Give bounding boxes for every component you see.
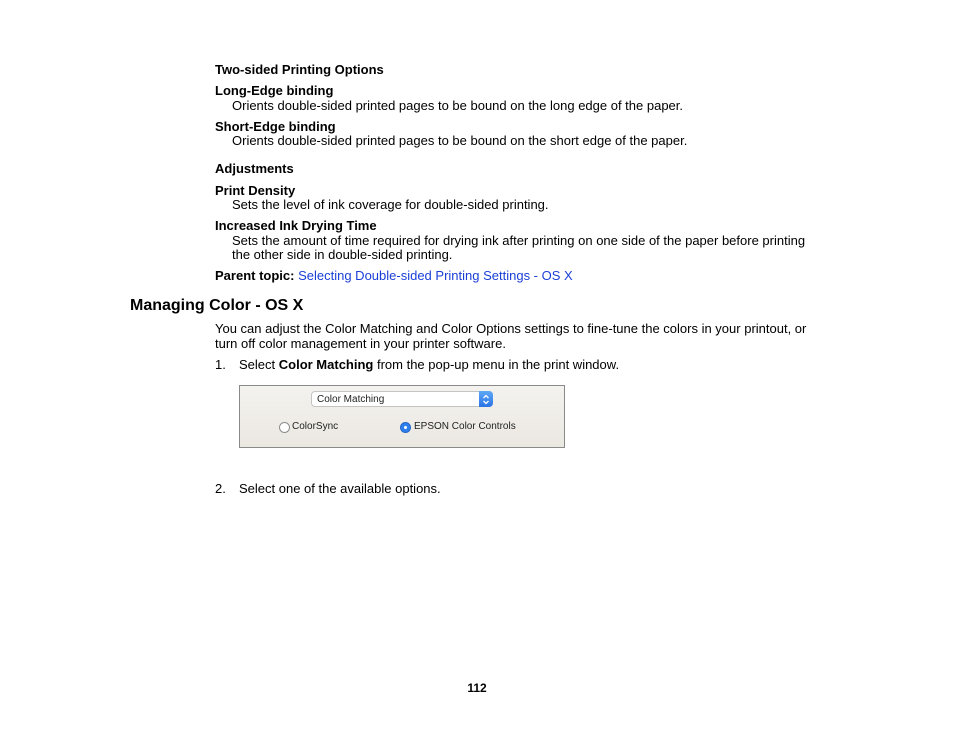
long-edge-desc: Orients double-sided printed pages to be bound on the long edge of the paper. <box>232 98 684 113</box>
intro-line1: You can adjust the Color Matching and Color Options settings to fine-tune the colors in your printout, or <box>215 321 807 336</box>
step-1-post: from the pop-up menu in the print window. <box>373 357 620 372</box>
epson-color-controls-label: EPSON Color Controls <box>414 421 516 432</box>
section-title: Managing Color - OS X <box>130 297 304 314</box>
parent-topic <box>215 268 573 283</box>
short-edge-desc: Orients double-sided printed pages to be bound on the short edge of the paper. <box>232 133 688 148</box>
updown-arrows-icon <box>479 391 493 407</box>
short-edge-term: Short-Edge binding <box>215 119 336 134</box>
two-sided-heading: Two-sided Printing Options <box>215 62 384 77</box>
step-1-pre: Select <box>239 357 279 372</box>
drying-time-desc-line2: the other side in double-sided printing. <box>232 247 453 262</box>
dropdown-value: Color Matching <box>317 394 385 405</box>
step-1-number: 1. <box>215 357 226 372</box>
intro-line2: turn off color management in your printer software. <box>215 336 506 351</box>
epson-color-controls-radio[interactable] <box>400 422 411 433</box>
color-matching-dropdown[interactable] <box>311 391 493 407</box>
chevron-updown-icon <box>482 394 490 405</box>
print-density-term: Print Density <box>215 183 296 198</box>
step-2-text: Select one of the available options. <box>239 481 441 496</box>
parent-topic-label: Parent topic: <box>215 268 295 283</box>
step-1-bold: Color Matching <box>278 357 374 372</box>
parent-topic-link[interactable]: Selecting Double-sided Printing Settings - OS X <box>298 268 573 283</box>
colorsync-radio[interactable] <box>279 422 290 433</box>
drying-time-term: Increased Ink Drying Time <box>215 218 377 233</box>
drying-time-desc-line1: Sets the amount of time required for drying ink after printing on one side of the paper before printing <box>232 233 806 248</box>
long-edge-term: Long-Edge binding <box>215 83 334 98</box>
color-matching-screenshot <box>239 385 565 448</box>
step-2-number: 2. <box>215 481 226 496</box>
adjustments-heading: Adjustments <box>215 161 294 176</box>
print-density-desc: Sets the level of ink coverage for double-sided printing. <box>232 197 549 212</box>
step-1-text <box>239 357 619 372</box>
colorsync-label: ColorSync <box>292 421 339 432</box>
page-number: 112 <box>467 681 487 695</box>
